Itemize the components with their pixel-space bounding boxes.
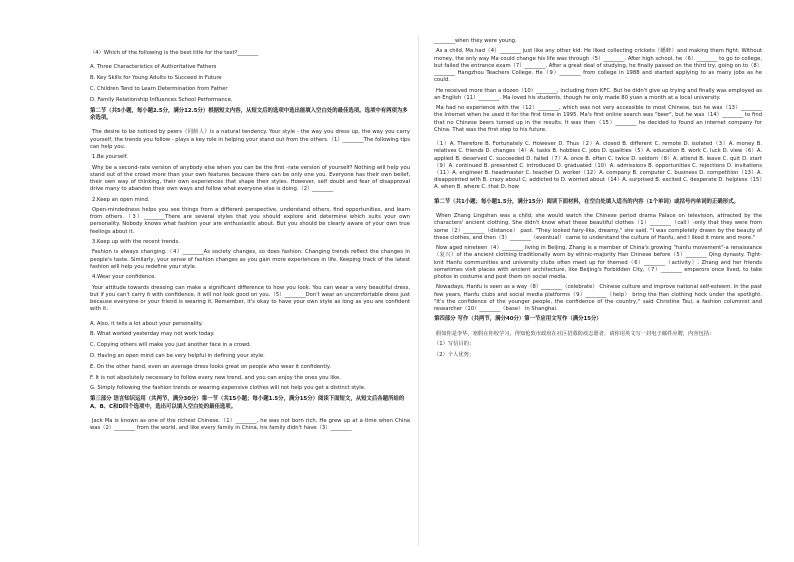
q4-option-d: D. Family Relationship Influences School Performance． [90, 96, 237, 103]
cloze-passage: As a child, Ma had（4）________ just like any other kid. He liked collecting crickets（蟋蟀）and making them fight. Without money, the only way Ma could change his life was through（5）________. After high school, he（6）________ to go to college, but failed the entrance exam（7）________. After a great deal of studying, he finally passed on the third try, going on to（8）________ Hangzhou Teachers College. He（9）________ from college in 1988 and started applying to as many jobs as he could. [434, 48, 762, 84]
passage-paragraph: Fashion is always changing.（4）________As society changes, so does fashion. Changing trends reflect the changes in people's taste. Similarly, your sense of fashion changes as you gain more experiences in life. Keeping track of the latest fashion will help you redefine your style. [90, 249, 410, 270]
column-divider [418, 36, 419, 546]
cloze-passage-start: Jack Ma is known as one of the richest Chinese.（1）________, he was not born rich. He grew up at a time when China was（2）________ from the world, and like every family in China, his family didn't have（3）________ [90, 417, 410, 432]
section2-fill-heading: 第二节（共1小题；每小题1.5分，满分15分）阅读下面材料，在空白处填入适当的内容（1个单词）或括号内单词的正确形式。 [434, 198, 739, 205]
writing-prompt: 假如你是李华，寒假在你校学习，得知伦敦市政府在社区招募防疫志愿者，请你用英文写一封电子邮件应聘，内容包括： [436, 330, 715, 337]
option-f: F. It is not absolutely necessary to follow every new trend, and you can enjoy the ones you like. [90, 374, 341, 381]
writing-point-2: （2）个人优势； [434, 351, 475, 358]
q4-option-a: A. Three Characteristics of Authoritative Fathers [90, 64, 217, 71]
writing-point-1: （1）写信目的； [434, 341, 475, 348]
option-e: E. On the other hand, even an average dress looks great on people who wear it confidently. [90, 363, 331, 370]
q4-option-c: C. Children Tend to Learn Determination from Father [90, 85, 228, 92]
option-d: D. Having an open mind can be very helpful in defining your style. [90, 352, 265, 359]
cloze-passage: ________when they were young. [434, 38, 517, 44]
fill-passage: When Zhang Lingshan was a child, she would watch the Chinese period drama Palace on television, attracted by the characters' ancient clothing. She didn't know what these beautiful clothes（1）________（call）-only that they were from some（2）________（distance） past. "They looked fairy-like, dreamy," she said. "I was completely drawn by the beauty of these clothes, and then（3）________（eventual） came to understand the culture of Hanfu, and I liked it more and more." [434, 213, 762, 241]
passage-subheading: 1.Be yourself. [92, 154, 128, 161]
passage-subheading: 3.Keep up with the recent trends. [92, 238, 180, 245]
passage-subheading: 2.Keep an open mind. [92, 196, 150, 203]
right-column [434, 38, 762, 362]
cloze-options: （1）A. Therefore B. Fortunately C. However D. Thus（2）A. closed B. different C. remote D. isolated（3）A. money B. relatives C. friends D. changes（4）A. tasks B. hobbies C. jobs D. qualities（5）A. education B. work C. luck D. view（6）A. applied B. deserved C. succeeded D. failed（7）A. once B. often C. twice D. seldom（8）A. attend B. leave C. quit D. start（9）A. continued B. presented C. introduced D. graduated（10）A. admissions B. opportunities C. rejections D. invitations（11）A. engineer B. headmaster C. teacher D. worker（12）A. company B. computer C. business D. competition（13）A. disappointed with B. crazy about C. addicted to D. worried about（14）A. surprised B. excited C. desperate D. helpless（15）A. when B. where C. that D. how [434, 141, 762, 191]
fill-passage: Nowadays, Hanfu is seen as a way（8）________（celebrate） Chinese culture and improve national self-esteem. In the past few years, Hanfu clubs and social media platforms（9）________（help） bring the Han clothing hock under the spotlight. "It's the confidence of the younger people, the confidence of the country," said Christine Tsui, a fashion columnist and researcher（10）________（base） in Shanghai. [434, 284, 762, 313]
passage-paragraph: Open-mindedness helps you see things from a different perspective, understand others, find opportunities, and learn from others.（3）________There are several styles that you should explore and determine which suits your own personality. Nobody knows what fashion your are enthusiastic about. But you should be clearly aware of your own true feelings about it. [90, 206, 410, 235]
cloze-passage: Ma had no experience with the（12）________, which was not very accessible to most Chinese, but he was（13）________ the Internet when he used it for the first time in 1995. Ma's first online search was "beer", but he was（14）________ to find that no Chinese beers turned up in the results. It was then（15）________ he decided to found an internet company for China. That was the first step to his future. [434, 105, 762, 133]
passage-subheading: 4.Wear your confidence. [92, 274, 157, 281]
option-c: C. Copying others will make you just another face in a crowd. [90, 342, 252, 349]
option-g: G. Simply following the fashion trends or wearing expensive clothes will not help you get a distinct style. [90, 385, 366, 392]
fill-passage: Now aged nineteen（4）________ living in Beijing, Zhang is a member of China's growing "hanfu movement"-a renaissance（复兴）of the ancient clothing traditionally worn by ethnic-majority Han Chinese before（5）________ Qing dynasty. Tight-knit Hanfu communities and university clubs often meet up for themed（6）________（activity）. Zhang and her friends sometimes visit places with ancient architecture, like Beijing's Forbidden City,（7）________ emperors once lived, to take photos in costume and post them on social media. [434, 245, 762, 281]
question-4: （4）Which of the following is the best title for the text?________ [90, 50, 259, 56]
passage-paragraph: Your attitude towards dressing can make a significant difference to how you look. You can wear a very beautiful dress, but if you can't carry it with confidence, it will not look good on you.（5）________Don't wear an uncomfortable dress just because everyone or your friend is wearing it. Remember, it's okay to have your own style as long as you are confident with it. [90, 284, 410, 313]
passage-paragraph: The desire to be noticed by peers（同龄人）is a natural tendency. Your style - the way you dress up, the way you carry yourself, the trends you follow - plays a key role in helping your stand out from the others.（1）________The following tips can help you. [90, 129, 410, 150]
left-column [90, 50, 410, 436]
section2-heading: 第二节（共5小题，每小题2.5分，满分12.5分）根据短文内容，从短文后的选项中选出能填入空白处的最佳选项。选项中有两项为多余选项。 [90, 107, 408, 121]
option-a: A. Also, it tells a lot about your personality. [90, 320, 203, 327]
part4-heading: 第四部分 写作（共两节，满分40分）第一节应用文写作（满分15分） [434, 316, 602, 323]
cloze-passage: He received more than a dozen（10）________, including from KFC. But he didn't give up trying and finally was employed as an English（11）________. Ma loved his students, though he only made 80 yuan a month at a local university. [434, 87, 762, 101]
option-b: B. What worked yesterday may not work today. [90, 331, 215, 338]
part3-heading: 第三部分 语言知识运用（共两节，满分30分）第一节（共15小题；每小题1.5分，满分15分）阅读下面短文，从短文后各题所给的A、B、C和D四个选项中，选出可以填入空白处的最佳选项。 [90, 396, 405, 410]
q4-option-b: B. Key Skills for Young Adults to Succeed in Future [90, 75, 222, 82]
passage-paragraph: Why be a second-rate version of anybody else when you can be the first -rate version of yourself? Nothing will help you stand out of the crowd more than your own features because there can be only one you. Everyone has their own belief, their own way of thinking, their own experiences that shape their styles. However, self doubt and fear of disapproval drive many to abandon their own ways and follow what everyone else is doing.（2）________ [90, 164, 410, 193]
